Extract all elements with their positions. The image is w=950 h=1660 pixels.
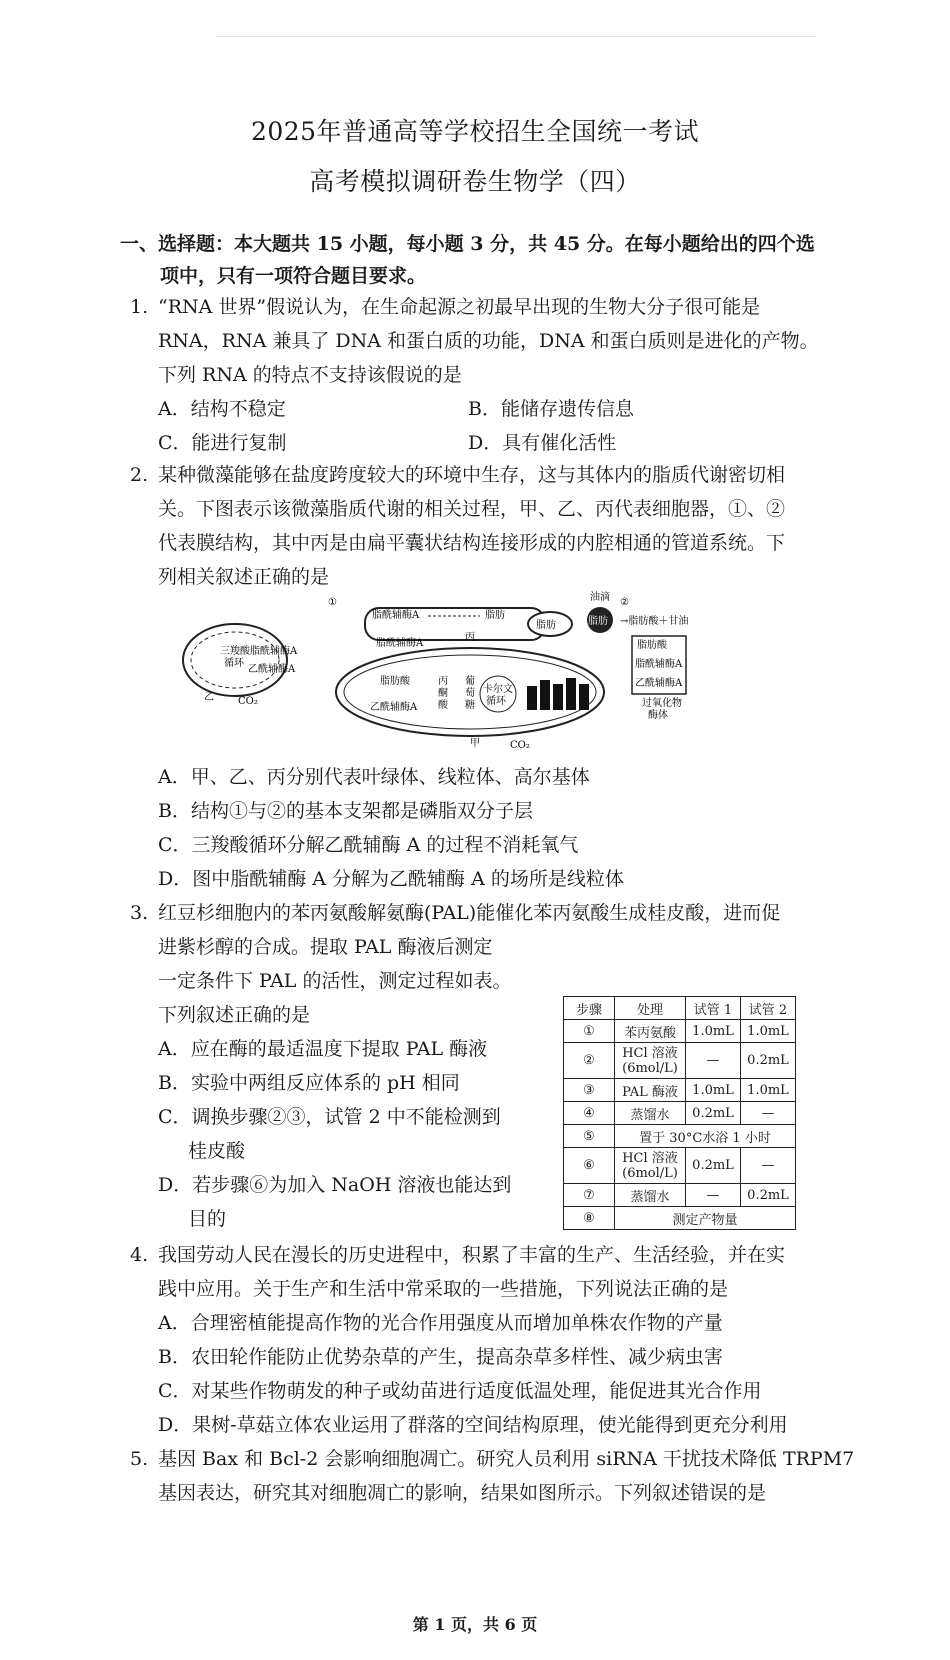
q1-option-b: B．能储存遗传信息 — [468, 398, 634, 420]
q5-stem-line: 基因表达，研究其对细胞凋亡的影响，结果如图所示。下列叙述错误的是 — [158, 1482, 767, 1504]
label-pero-1: 过氧化物 — [642, 698, 682, 709]
label-yi: 乙 — [204, 692, 214, 703]
table-cell: ⑤ — [564, 1125, 615, 1148]
q2-number: 2. — [130, 464, 149, 486]
q1-option-c: C．能进行复制 — [158, 432, 287, 454]
q1-number: 1. — [130, 296, 149, 318]
thylakoid-stacks — [527, 678, 589, 710]
table-cell: — — [741, 1148, 796, 1184]
label-tca2: 循环 — [224, 658, 244, 669]
table-cell: 1.0mL — [741, 1079, 796, 1102]
q5-stem-line: 基因 Bax 和 Bcl-2 会影响细胞凋亡。研究人员利用 siRNA 干扰技术降低 TRPM7 — [158, 1448, 855, 1470]
q1-stem-line: RNA，RNA 兼具了 DNA 和蛋白质的功能，DNA 和蛋白质则是进化的产物。 — [158, 330, 819, 352]
table-cell: 蒸馏水 — [615, 1184, 686, 1207]
table-cell: ① — [564, 1020, 615, 1043]
lipid-metabolism-diagram — [180, 592, 740, 751]
table-header-row — [564, 997, 796, 1020]
q3-stem-line: 一定条件下 PAL 的活性，测定过程如表。 — [158, 970, 512, 992]
label-acyl-coa: 脂酰辅酶A — [372, 610, 420, 621]
table-cell: ⑦ — [564, 1184, 615, 1207]
table-cell: PAL 酶液 — [615, 1079, 686, 1102]
table-row — [564, 1148, 796, 1184]
table-row — [564, 1102, 796, 1125]
label-fat: 脂肪 — [485, 610, 505, 621]
table-cell: ② — [564, 1043, 615, 1079]
exam-subtitle: 高考模拟调研卷生物学（四） — [309, 167, 641, 196]
table-cell: 测定产物量 — [615, 1207, 796, 1230]
q4-option-d: D．果树-草菇立体农业运用了群落的空间结构原理，使光能得到更充分利用 — [158, 1414, 788, 1436]
q1-option-d: D．具有催化活性 — [468, 432, 617, 454]
label-acetyl: 乙酰辅酶A — [248, 664, 296, 675]
label-fatty-acid: 脂肪酸 — [380, 676, 410, 687]
q4-stem-line: 我国劳动人民在漫长的历史进程中，积累了丰富的生产、生活经验，并在实 — [158, 1244, 786, 1266]
table-cell: ⑥ — [564, 1148, 615, 1184]
section-heading-line1: 一、选择题：本大题共 15 小题，每小题 3 分，共 45 分。在每小题给出的四个选 — [120, 233, 815, 255]
q3-steps-table — [563, 996, 796, 1230]
q2-option-c: C．三羧酸循环分解乙酰辅酶 A 的过程不消耗氧气 — [158, 834, 579, 856]
label-m2: ② — [620, 597, 629, 608]
table-cell: 0.2mL — [686, 1102, 741, 1125]
q3-stem-line: 下列叙述正确的是 — [158, 1004, 311, 1026]
q3-stem-line: 进紫杉醇的合成。提取 PAL 酶液后测定 — [158, 936, 493, 958]
exam-title: 2025年普通高等学校招生全国统一考试 — [250, 117, 700, 146]
label-pero-acetyl: 乙酰辅酶A — [635, 678, 683, 689]
table-cell: 1.0mL — [686, 1020, 741, 1043]
table-cell: 苯丙氨酸 — [615, 1020, 686, 1043]
table-row — [564, 1125, 796, 1148]
section-heading-line2: 项中，只有一项符合题目要求。 — [160, 265, 427, 287]
q2-stem-line: 代表膜结构，其中丙是由扁平囊状结构连接形成的内腔相通的管道系统。下 — [158, 532, 786, 554]
label-glu: 葡 — [465, 676, 475, 687]
table-cell: — — [686, 1184, 741, 1207]
q2-stem-line: 列相关叙述正确的是 — [158, 566, 330, 588]
table-row — [564, 1079, 796, 1102]
table-header: 试管 2 — [741, 997, 796, 1020]
q3-option-a: A．应在酶的最适温度下提取 PAL 酶液 — [158, 1038, 488, 1060]
table-row — [564, 1184, 796, 1207]
q3-number: 3. — [130, 902, 149, 924]
table-row — [564, 1020, 796, 1043]
label-oil: 油滴 — [590, 592, 610, 603]
label-glu: 糖 — [465, 700, 475, 711]
table-cell: 置于 30°C水浴 1 小时 — [615, 1125, 796, 1148]
table-cell: — — [686, 1043, 741, 1079]
label-acyl-coa3: 脂酰辅酶A — [250, 646, 298, 657]
q3-option-c: C．调换步骤②③，试管 2 中不能检测到 — [158, 1106, 501, 1128]
q1-option-a: A．结构不稳定 — [158, 398, 286, 420]
table-cell: ③ — [564, 1079, 615, 1102]
q3-option-b: B．实验中两组反应体系的 pH 相同 — [158, 1072, 460, 1094]
label-calvin2: 循环 — [486, 696, 506, 707]
q4-option-b: B．农田轮作能防止优势杂草的产生，提高杂草多样性、减少病虫害 — [158, 1346, 723, 1368]
q2-option-b: B．结构①与②的基本支架都是磷脂双分子层 — [158, 800, 533, 822]
table-row — [564, 1207, 796, 1230]
q4-option-a: A．合理密植能提高作物的光合作用强度从而增加单株农作物的产量 — [158, 1312, 723, 1334]
label-calvin1: 卡尔文 — [483, 684, 513, 695]
label-jia: 甲 — [470, 738, 480, 749]
q3-option-d: D．若步骤⑥为加入 NaOH 溶液也能达到 — [158, 1174, 512, 1196]
table-row — [564, 1043, 796, 1079]
table-cell: ④ — [564, 1102, 615, 1125]
q2-option-a: A．甲、乙、丙分别代表叶绿体、线粒体、高尔基体 — [158, 766, 590, 788]
page-footer: 第 1 页，共 6 页 — [412, 1615, 538, 1634]
label-pyr: 酮 — [438, 688, 448, 699]
label-glu: 萄 — [465, 688, 475, 699]
q1-stem-line: “RNA 世界”假说认为，在生命起源之初最早出现的生物大分子很可能是 — [158, 296, 761, 318]
table-cell: — — [741, 1102, 796, 1125]
label-pero-acyl: 脂酰辅酶A — [635, 659, 683, 670]
label-m1: ① — [328, 597, 337, 608]
q3-option-d-cont: 目的 — [188, 1208, 227, 1230]
label-oil-fat: 脂肪 — [588, 616, 608, 627]
label-pyr: 酸 — [438, 700, 448, 711]
q2-stem-line: 关。下图表示该微藻脂质代谢的相关过程，甲、乙、丙代表细胞器，①、② — [158, 498, 786, 520]
q3-stem-line: 红豆杉细胞内的苯丙氨酸解氨酶(PAL)能催化苯丙氨酸生成桂皮酸，进而促 — [158, 902, 781, 924]
q5-number: 5. — [130, 1448, 149, 1470]
label-pyr: 丙 — [438, 676, 448, 687]
label-tca1: 三羧酸 — [220, 646, 250, 657]
label-co2b: CO₂ — [510, 740, 530, 751]
label-co2a: CO₂ — [238, 696, 258, 707]
label-pero-fa: 脂肪酸 — [637, 640, 667, 651]
label-fatty-glycerol: →脂肪酸＋甘油 — [620, 616, 689, 627]
table-cell: HCl 溶液 (6mol/L) — [615, 1148, 686, 1184]
q3-option-c-cont: 桂皮酸 — [188, 1140, 246, 1162]
label-acetyl2: 乙酰辅酶A — [370, 702, 418, 713]
table-cell: ⑧ — [564, 1207, 615, 1230]
table-cell: 蒸馏水 — [615, 1102, 686, 1125]
table-header: 试管 1 — [686, 997, 741, 1020]
table-header: 处理 — [615, 997, 686, 1020]
table-cell: 0.2mL — [741, 1184, 796, 1207]
table-header: 步骤 — [564, 997, 615, 1020]
label-fat2: 脂肪 — [536, 620, 556, 631]
table-cell: 1.0mL — [741, 1020, 796, 1043]
table-cell: 1.0mL — [686, 1079, 741, 1102]
scan-line — [216, 36, 816, 37]
label-acyl-coa2: 脂酰辅酶A — [376, 638, 424, 649]
q2-stem-line: 某种微藻能够在盐度跨度较大的环境中生存，这与其体内的脂质代谢密切相 — [158, 464, 786, 486]
table-cell: 0.2mL — [686, 1148, 741, 1184]
q4-number: 4. — [130, 1244, 149, 1266]
label-bing: 丙 — [465, 632, 475, 643]
q2-option-d: D．图中脂酰辅酶 A 分解为乙酰辅酶 A 的场所是线粒体 — [158, 868, 624, 890]
q4-stem-line: 践中应用。关于生产和生活中常采取的一些措施，下列说法正确的是 — [158, 1278, 729, 1300]
table-cell: 0.2mL — [741, 1043, 796, 1079]
table-cell: HCl 溶液 (6mol/L) — [615, 1043, 686, 1079]
q4-option-c: C．对某些作物萌发的种子或幼苗进行适度低温处理，能促进其光合作用 — [158, 1380, 762, 1402]
q1-stem-line: 下列 RNA 的特点不支持该假说的是 — [158, 364, 462, 386]
label-pero-2: 酶体 — [648, 710, 668, 721]
